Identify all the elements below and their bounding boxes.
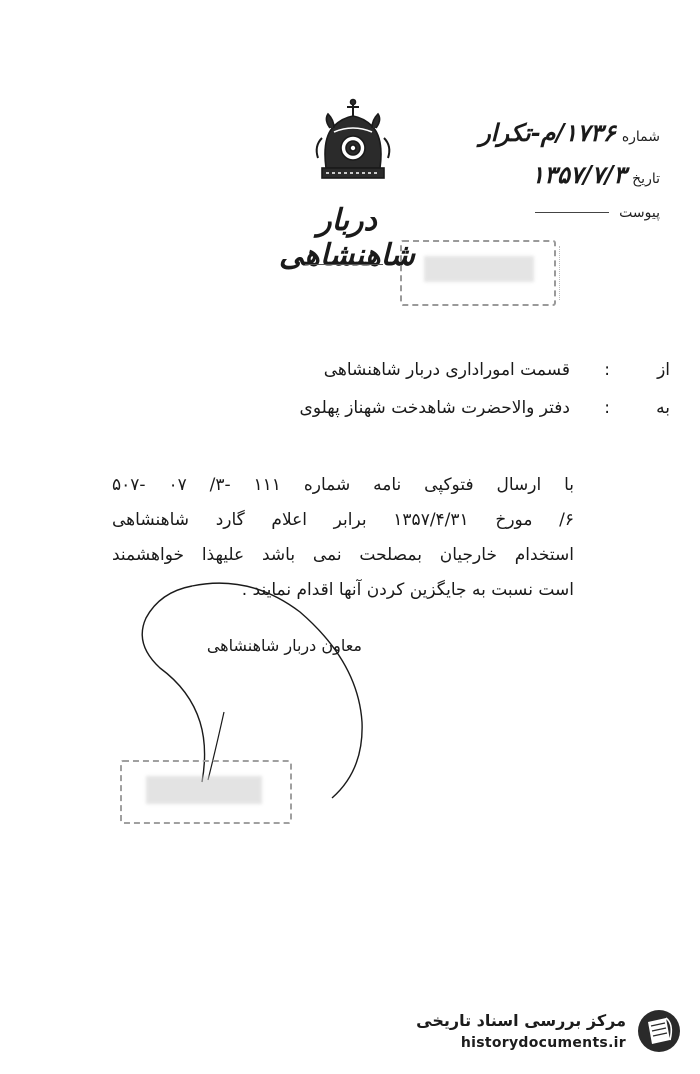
attachment-blank-line [535,212,609,213]
footer-org-name: مرکز بررسی اسناد تاریخی [416,1011,626,1030]
body-line: است نسبت به جایگزین کردن آنها اقدام نمایند . [241,580,574,600]
body-line: ۶/ مورخ ۱۳۵۷/۴/۳۱ برابر اعلام گارد شاهنشاهی [112,510,574,530]
body-line: با ارسال فتوکپی نامه شماره ۱۱۱ -۳/ ۰۷ -۵۰۷ [112,475,575,495]
number-label: شماره [621,129,660,145]
number-row [479,118,660,147]
attachment-label: پیوست [619,205,660,221]
from-colon: : [604,360,610,380]
attachment-row [535,205,660,221]
from-row [323,360,670,380]
from-label: از [657,360,670,380]
received-stamp-bottom [120,760,292,824]
body-line: استخدام خارجیان بمصلحت نمی باشد علیهذا خواهشمند [112,545,574,565]
footer-url: historydocuments.ir [460,1035,626,1051]
date-row [531,160,660,189]
footer-text [416,1009,626,1053]
to-colon: : [604,398,610,418]
to-value: دفتر والاحضرت شاهدخت شهناز پهلوی [299,398,570,418]
title-divider [305,264,383,265]
to-label: به [656,398,670,418]
to-row [299,398,670,418]
stamp-faded-ink [146,776,262,804]
received-stamp-top [400,240,556,306]
archive-logo-icon [636,1008,682,1054]
date-value: ۱۳۵۷/۷/۳ [531,160,627,189]
from-value: قسمت اموراداری دربار شاهنشاهی [323,360,570,380]
crown-emblem [312,98,394,190]
footer-watermark [416,1008,682,1054]
stamp-edge [558,246,560,300]
letterhead-title: دربار شاهنشاهی [279,203,415,273]
date-label: تاریخ [632,171,660,187]
number-value: ۱۷۳۶/م-تکرار [479,118,616,147]
signature-title: معاون دربار شاهنشاهی [206,636,362,655]
stamp-faded-ink [424,256,534,282]
